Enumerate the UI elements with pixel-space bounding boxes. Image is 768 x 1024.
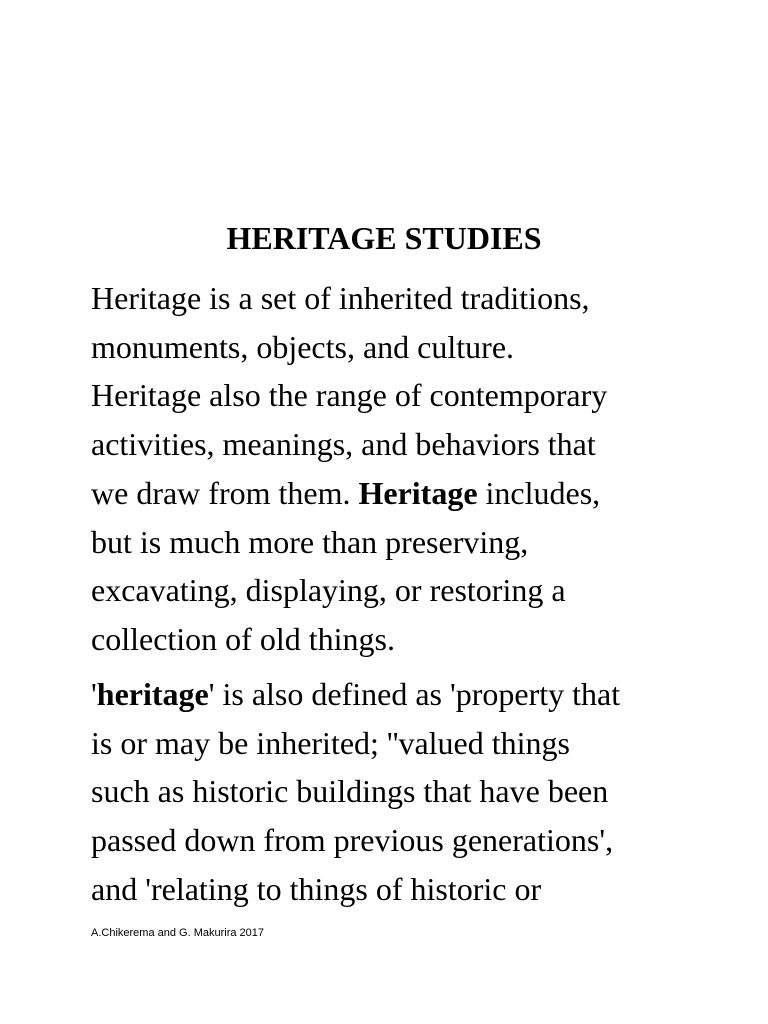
paragraph-heritage-dictionary xyxy=(91,670,711,914)
paragraph-line: Heritage is a set of inherited traditions, xyxy=(91,280,590,316)
paragraph-line: is or may be inherited; ''valued things xyxy=(91,724,570,761)
paragraph-line: but is much more than preserving, xyxy=(91,523,529,560)
paragraph-line xyxy=(91,469,711,518)
paragraph-line: Heritage also the range of contemporary xyxy=(91,377,608,414)
text-run: we draw from them. xyxy=(91,474,359,511)
text-run: includes, xyxy=(477,474,601,511)
paragraph-heritage-definition xyxy=(91,274,711,664)
paragraph-line: collection of old things. xyxy=(91,620,395,657)
paragraph-line xyxy=(91,670,711,719)
paragraph-line: activities, meanings, and behaviors that xyxy=(91,426,596,463)
paragraph-line: monuments, objects, and culture. xyxy=(91,328,515,365)
text-run: ' xyxy=(91,676,97,712)
text-run: ' is also defined as 'property that xyxy=(208,676,621,712)
paragraph-line: passed down from previous generations', xyxy=(91,822,614,859)
document-title: HERITAGE STUDIES xyxy=(226,220,542,256)
page-footer: A.Chikerema and G. Makurira 2017 xyxy=(91,927,265,939)
paragraph-line: excavating, displaying, or restoring a xyxy=(91,572,566,609)
paragraph-line: such as historic buildings that have been xyxy=(91,773,609,810)
paragraph-line: and 'relating to things of historic or xyxy=(91,870,542,907)
bold-term-heritage: Heritage xyxy=(358,474,478,511)
bold-term-heritage: heritage xyxy=(96,676,209,712)
